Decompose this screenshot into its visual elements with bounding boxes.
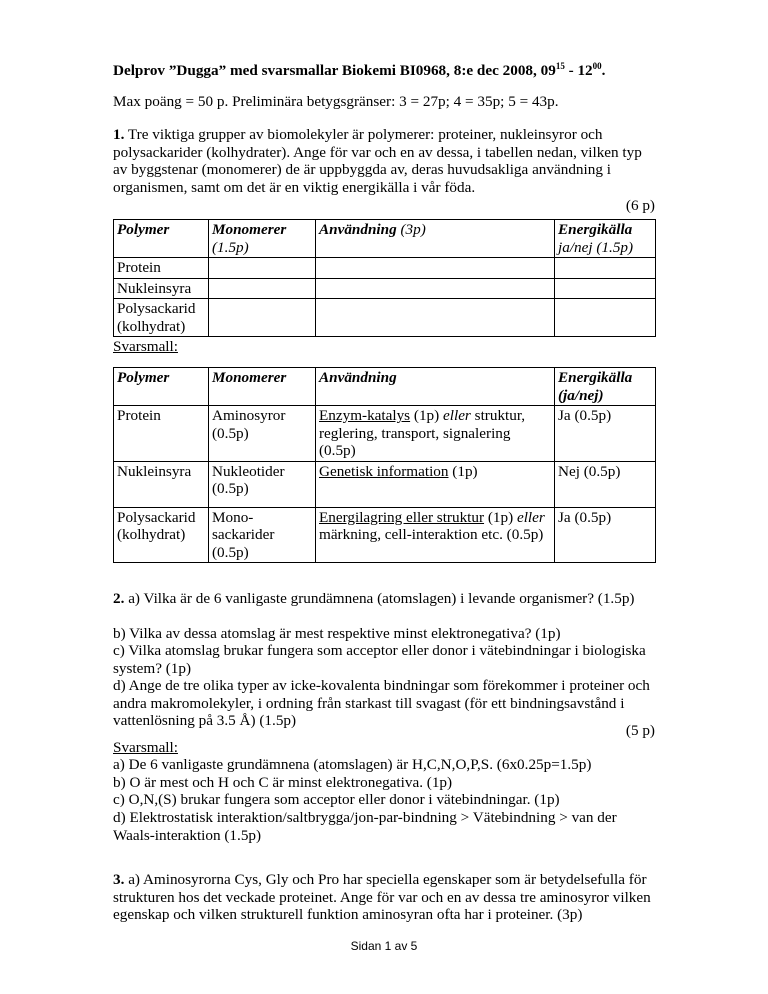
question-2-part-a: 2. a) Vilka är de 6 vanligaste grundämnena (atomslagen) i levande organismer? (1.5p) <box>113 590 635 607</box>
answer-row-monomer: Mono-sackarider (0.5p) <box>209 507 316 563</box>
question-1-blank-table <box>113 219 656 337</box>
answer-row-use: Genetisk information (1p) <box>316 461 555 507</box>
question-1-points: (6 p) <box>625 197 655 214</box>
question-2-answer-b: b) O är mest och H och C är minst elektronegativa. (1p) <box>113 774 453 791</box>
blank-header-monomer: Monomerer (1.5p) <box>209 220 316 258</box>
page-footer: Sidan 1 av 5 <box>350 939 418 953</box>
question-1-text <box>113 126 655 196</box>
question-2-part-b: b) Vilka av dessa atomslag är mest respektive minst elektronegativa? (1p) <box>113 625 561 642</box>
question-2-answer-c: c) O,N,(S) brukar fungera som acceptor eller donor i vätebindningar. (1p) <box>113 791 560 808</box>
answer-header-use: Användning <box>316 368 555 406</box>
question-1-body: Tre viktiga grupper av biomolekyler är polymerer: proteiner, nukleinsyror och polysackarider (kolhydrater). Ange för var och en av dessa, i tabellen nedan, vilken typ av byggstenar (monomerer) de är uppbyggda av, deras huvudsakliga användning i organismen, samt om det är en viktig energikälla i vår föda. <box>113 126 642 196</box>
title-superscript-start: 15 <box>555 60 565 71</box>
question-1-answer-table <box>113 367 656 563</box>
question-2-points: (5 p) <box>625 722 655 739</box>
answer-row-polymer: Nukleinsyra <box>114 461 209 507</box>
question-2-number: 2. <box>113 590 125 607</box>
document-subtitle: Max poäng = 50 p. Preliminära betygsgränser: 3 = 27p; 4 = 35p; 5 = 43p. <box>113 93 559 110</box>
blank-row-nucleic-acid: Nukleinsyra <box>114 278 209 299</box>
question-2-answer-d: d) Elektrostatisk interaktion/saltbrygga/jon-par-bindning > Vätebindning > van der Waals-interaktion (1.5p) <box>113 809 617 844</box>
question-2-answer-a: a) De 6 vanligaste grundämnena (atomslagen) är H,C,N,O,P,S. (6x0.25p=1.5p) <box>113 756 592 773</box>
blank-header-polymer: Polymer <box>114 220 209 258</box>
answer-row-polymer: Protein <box>114 406 209 462</box>
title-mid: - 12 <box>564 62 593 79</box>
answer-row-use: Enzym-katalys (1p) eller struktur, reglering, transport, signalering (0.5p) <box>316 406 555 462</box>
question-2-svarsmall-label: Svarsmall: <box>113 739 178 756</box>
question-3-number: 3. <box>113 871 125 888</box>
answer-header-energy: Energikälla (ja/nej) <box>555 368 656 406</box>
question-1-svarsmall-label: Svarsmall: <box>113 338 178 355</box>
title-superscript-end: 00 <box>592 60 602 71</box>
answer-row-energy: Ja (0.5p) <box>555 406 656 462</box>
answer-row-energy: Ja (0.5p) <box>555 507 656 563</box>
blank-row-protein: Protein <box>114 258 209 279</box>
answer-row-energy: Nej (0.5p) <box>555 461 656 507</box>
blank-header-energy: Energikälla ja/nej (1.5p) <box>555 220 656 258</box>
question-1-number: 1. <box>113 126 125 143</box>
title-end: . <box>601 62 606 79</box>
answer-row-monomer: Nukleotider (0.5p) <box>209 461 316 507</box>
answer-row-polymer: Polysackarid (kolhydrat) <box>114 507 209 563</box>
question-2-part-d: d) Ange de tre olika typer av icke-kovalenta bindningar som förekommer i proteiner och andra makromolekyler, i ordning från starkast till svagast (för ett bindningsavstånd i vattenlösning på 3.5 Å) (1.5p) <box>113 677 650 729</box>
question-2-part-c: c) Vilka atomslag brukar fungera som acceptor eller donor i vätebindningar i biologiska system? (1p) <box>113 642 646 677</box>
document-title <box>113 62 673 80</box>
blank-row-polysaccharide: Polysackarid (kolhydrat) <box>114 299 209 337</box>
answer-row-use: Energilagring eller struktur (1p) eller märkning, cell-interaktion etc. (0.5p) <box>316 507 555 563</box>
blank-header-use: Användning (3p) <box>316 220 555 258</box>
question-3-part-a: 3. a) Aminosyrorna Cys, Gly och Pro har speciella egenskaper som är betydelsefulla för strukturen hos det veckade proteinet. Ange för var och en av dessa tre aminosyror vilken egenskap och vilken strukturell funktion aminosyran ofta har i proteiner. (3p) <box>113 871 651 923</box>
answer-row-monomer: Aminosyror (0.5p) <box>209 406 316 462</box>
answer-header-polymer: Polymer <box>114 368 209 406</box>
answer-header-monomer: Monomerer <box>209 368 316 406</box>
title-main: Delprov ”Dugga” med svarsmallar Biokemi BI0968, 8:e dec 2008, 09 <box>113 62 556 79</box>
